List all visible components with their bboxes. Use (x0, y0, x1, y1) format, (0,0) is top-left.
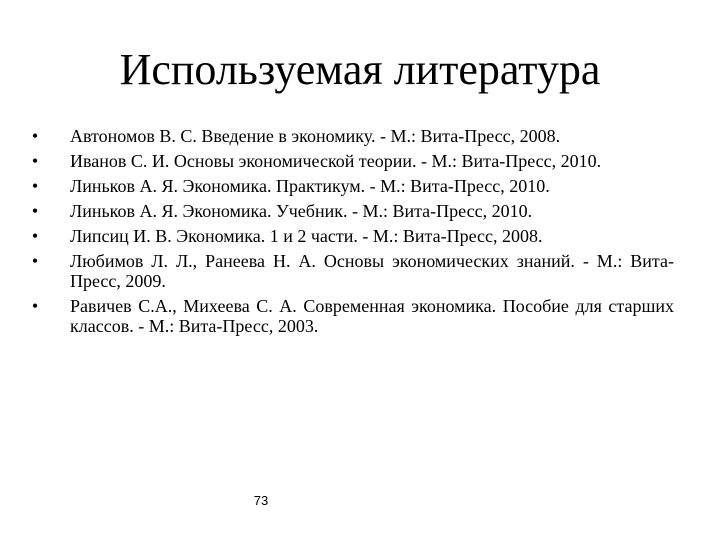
bullet-icon: • (31, 126, 39, 146)
bullet-icon: • (31, 201, 39, 221)
list-item (0, 251, 720, 291)
slide-title: Используемая литература (119, 45, 601, 94)
list-item (0, 176, 720, 196)
list-item (0, 151, 720, 171)
reference-list (0, 126, 720, 341)
bullet-icon: • (31, 151, 39, 171)
reference-text: Линьков А. Я. Экономика. Учебник. - М.: Вита-Пресс, 2010. (70, 201, 533, 221)
reference-text: Любимов Л. Л., Ранеева Н. А. Основы экономических знаний. - М.: Вита-Пресс, 2009. (70, 251, 674, 291)
reference-text: Автономов В. С. Введение в экономику. - М.: Вита-Пресс, 2008. (70, 126, 561, 146)
bullet-icon: • (31, 251, 39, 271)
bullet-icon: • (31, 226, 39, 246)
list-item (0, 296, 720, 336)
list-item (0, 226, 720, 246)
reference-text: Равичев С.А., Михеева С. А. Современная экономика. Пособие для старших классов. - М.: Вита-Пресс, 2003. (70, 296, 674, 336)
bullet-icon: • (31, 296, 39, 316)
list-item (0, 126, 720, 146)
list-item (0, 201, 720, 221)
reference-text: Линьков А. Я. Экономика. Практикум. - М.: Вита-Пресс, 2010. (70, 176, 550, 196)
reference-text: Липсиц И. В. Экономика. 1 и 2 части. - М.: Вита-Пресс, 2008. (70, 226, 543, 246)
bullet-icon: • (31, 176, 39, 196)
page-number: 73 (253, 493, 269, 508)
reference-text: Иванов С. И. Основы экономической теории. - М.: Вита-Пресс, 2010. (70, 151, 602, 171)
